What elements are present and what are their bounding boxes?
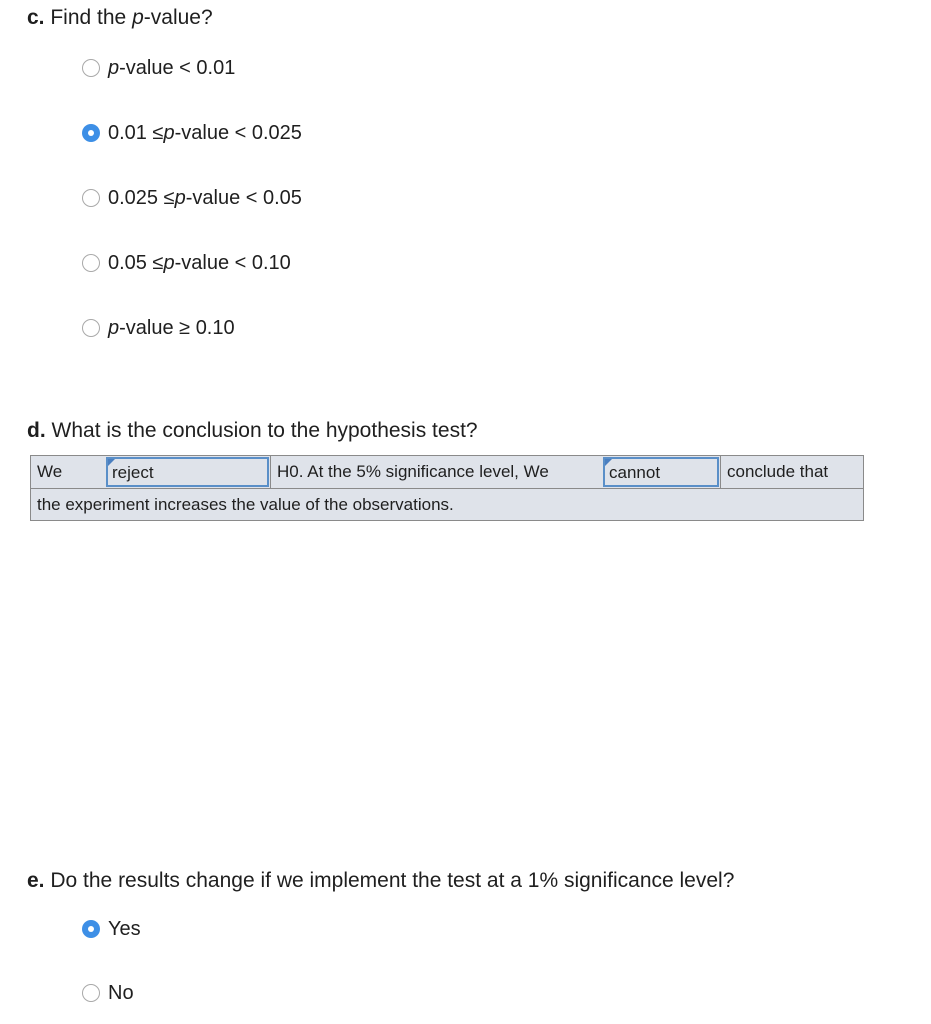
radio-button[interactable] (82, 984, 100, 1002)
option-pvalue-0-025-to-0-05[interactable]: 0.025 ≤ p -value < 0.05 (82, 186, 302, 210)
radio-button[interactable] (82, 319, 100, 337)
option-pvalue-0-01-to-0-025[interactable]: 0.01 ≤ p -value < 0.025 (82, 121, 302, 145)
cell-h0-statement: H0. At the 5% significance level, We (270, 456, 602, 488)
option-pvalue-gte-0-10[interactable]: p -value ≥ 0.10 (82, 316, 235, 340)
radio-button-selected[interactable] (82, 124, 100, 142)
cell-we: We (37, 462, 63, 481)
dropdown-can-conclude[interactable]: cannot (603, 457, 719, 487)
question-d-title: d. What is the conclusion to the hypothesis test? (27, 419, 478, 442)
dropdown-reject-decision[interactable]: reject (106, 457, 269, 487)
conclusion-table (30, 455, 864, 521)
radio-button[interactable] (82, 59, 100, 77)
option-pvalue-lt-0-01[interactable]: p -value < 0.01 (82, 56, 235, 80)
option-no[interactable]: No (82, 981, 134, 1005)
conclusion-row-1 (31, 456, 863, 489)
question-c-letter: c. (27, 6, 45, 29)
question-e-letter: e. (27, 869, 45, 892)
question-e-title: e. Do the results change if we implement the test at a 1% significance level? (27, 869, 735, 892)
question-c-title: c. Find the p-value? (27, 6, 213, 29)
cell-conclude-that: conclude that (720, 456, 863, 488)
option-yes[interactable]: Yes (82, 917, 141, 941)
radio-button-selected[interactable] (82, 920, 100, 938)
conclusion-statement: the experiment increases the value of the observations. (37, 495, 454, 514)
conclusion-row-2 (31, 489, 863, 520)
radio-button[interactable] (82, 189, 100, 207)
radio-button[interactable] (82, 254, 100, 272)
question-d-letter: d. (27, 419, 46, 442)
option-pvalue-0-05-to-0-10[interactable]: 0.05 ≤ p -value < 0.10 (82, 251, 291, 275)
